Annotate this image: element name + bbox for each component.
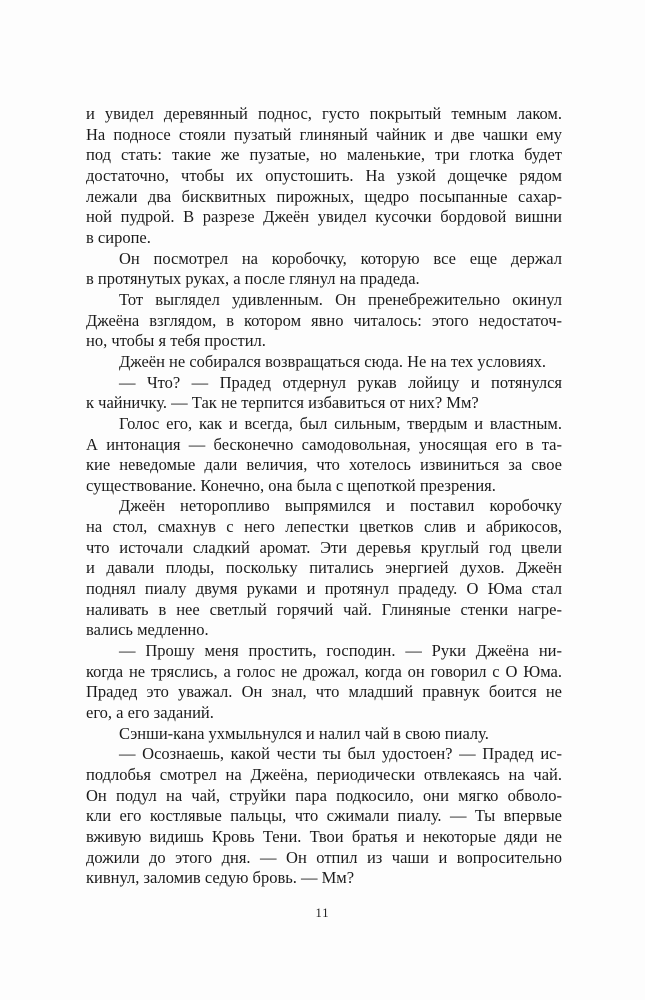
text-line: Он подул на чай, струйки пара подкосило, они мягко обволо- [86, 785, 562, 805]
text-line: и увидел деревянный поднос, густо покрытый темным лаком. [86, 104, 562, 123]
text-line: кивнул, заломив седую бровь. — Мм? [86, 868, 355, 888]
text-line: в протянутых руках, а после глянул на прадеда. [86, 269, 420, 289]
text-line: к чайничку. — Так не терпится избавиться от них? Мм? [86, 393, 479, 413]
text-line: — Что? — Прадед отдернул рукав лойицу и потянулся [119, 372, 562, 392]
text-line: Сэнши-кана ухмыльнулся и налил чай в свою пиалу. [119, 723, 489, 743]
text-line: Джеёна взглядом, в котором явно читалось: этого недостаточ- [86, 310, 562, 330]
text-line: дожили до этого дня. — Он отпил из чаши и вопросительно [86, 847, 562, 867]
text-line: под стать: такие же пузатые, но маленькие, три глотка будет [86, 145, 562, 165]
text-line: когда не тряслись, а голос не дрожал, когда он говорил с О Юма. [86, 661, 562, 681]
text-line: ной пудрой. В разрезе Джеён увидел кусочки бордовой вишни [86, 207, 562, 227]
text-line: — Осознаешь, какой чести ты был удостоен? — Прадед ис- [119, 744, 562, 764]
text-line: Тот выглядел удивленным. Он пренебрежительно окинул [119, 289, 562, 309]
text-line: на стол, смахнув с него лепестки цветков слив и абрикосов, [86, 517, 562, 537]
text-line: кли его костлявые пальцы, что сжимали пиалу. — Ты впервые [86, 806, 562, 826]
text-line: Голос его, как и всегда, был сильным, твердым и властным. [119, 413, 562, 433]
text-line: вживую видишь Кровь Тени. Твои братья и некоторые дяди не [86, 826, 562, 846]
text-line: что источали сладкий аромат. Эти деревья круглый год цвели [86, 537, 562, 557]
text-line: Прадед это уважал. Он знал, что младший правнук боится не [86, 682, 562, 702]
text-line: в сиропе. [86, 227, 151, 247]
text-line: А интонация — бесконечно самодовольная, уносящая его в та- [86, 434, 562, 454]
text-line: но, чтобы я тебя простил. [86, 331, 266, 351]
text-line: существование. Конечно, она была с щепоткой презрения. [86, 475, 496, 495]
text-line: На подносе стояли пузатый глиняный чайник и две чашки ему [86, 124, 562, 144]
text-line: Он посмотрел на коробочку, которую все еще держал [119, 248, 562, 268]
text-line: — Прошу меня простить, господин. — Руки Джеёна ни- [119, 641, 562, 661]
page-text-block [86, 104, 562, 889]
text-line: Джеён неторопливо выпрямился и поставил коробочку [119, 496, 562, 516]
text-line: вались медленно. [86, 620, 209, 640]
page-number: 11 [315, 906, 330, 920]
text-line: его, а его заданий. [86, 703, 214, 723]
text-line: наливать в нее светлый горячий чай. Глиняные стенки нагре- [86, 599, 562, 619]
text-line: поднял пиалу двумя руками и протянул прадеду. О Юма стал [86, 579, 562, 599]
text-line: подлобья смотрел на Джеёна, периодически отвлекаясь на чай. [86, 765, 562, 784]
text-line: кие неведомые дали величия, что хотелось извиниться за свое [86, 455, 562, 475]
text-line: Джеён не собирался возвращаться сюда. Не на тех условиях. [119, 351, 547, 371]
text-line: достаточно, чтобы их опустошить. На узкой дощечке рядом [86, 165, 562, 185]
text-line: лежали два бисквитных пирожных, щедро посыпанные сахар- [86, 186, 562, 206]
text-line: и давали плоды, поскольку питались энергией духов. Джеён [86, 558, 562, 578]
